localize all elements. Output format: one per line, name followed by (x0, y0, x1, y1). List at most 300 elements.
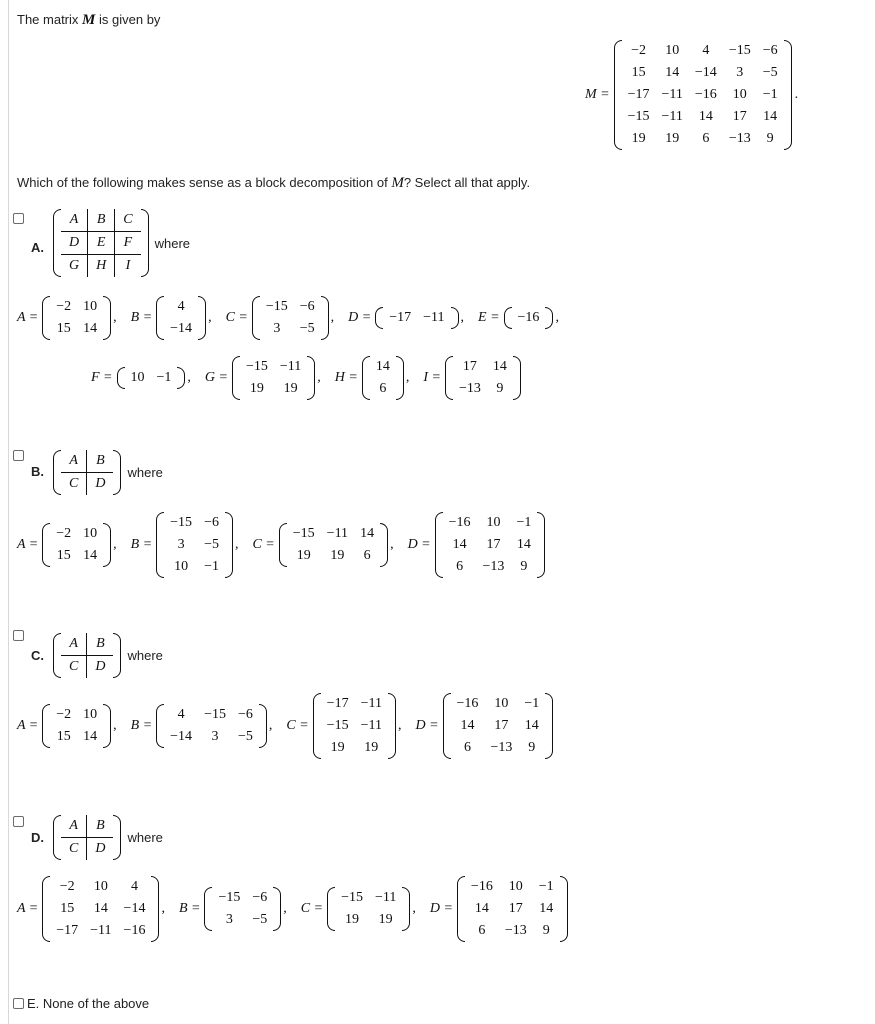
option-b-checkbox[interactable] (13, 450, 24, 461)
matrix-entry: 10 (174, 559, 189, 574)
matrix-entry: −17 (389, 310, 412, 325)
b-d-matrix (435, 512, 546, 578)
d-b-matrix (204, 887, 281, 931)
matrix-m-period: . (794, 87, 799, 102)
option-d-where: where (127, 830, 163, 845)
matrix-entry: 14 (698, 109, 713, 124)
matrix-entry: −14 (170, 321, 193, 336)
matrix-row (335, 909, 402, 931)
c-c-matrix (313, 693, 396, 759)
matrix-row (321, 693, 388, 715)
matrix-entry: −6 (762, 43, 778, 58)
comma: , (283, 901, 287, 916)
matrix-entry: −11 (360, 696, 382, 711)
a-h-label: H = (334, 370, 358, 385)
matrix-entry: −17 (56, 923, 79, 938)
matrix-entry: −1 (524, 696, 540, 711)
matrix-entry: −15 (627, 109, 650, 124)
matrix-entry: 6 (363, 548, 371, 563)
comma: , (113, 537, 117, 552)
matrix-entry: −5 (237, 729, 253, 744)
option-d-block-table (61, 815, 113, 860)
matrix-entry: −15 (341, 890, 363, 905)
matrix-row (50, 523, 103, 545)
matrix-entry: −11 (90, 923, 112, 938)
c-a-label: A = (17, 718, 39, 733)
matrix-row (212, 909, 273, 931)
matrix-entry: 15 (56, 729, 71, 744)
c-d-matrix (443, 693, 554, 759)
comma: , (268, 718, 273, 733)
matrix-m (614, 40, 792, 150)
option-e[interactable] (13, 996, 149, 1011)
matrix-entry: 14 (360, 526, 375, 541)
option-c-line (17, 693, 553, 759)
matrix-entry: 19 (296, 548, 311, 563)
b-c-label: C = (252, 537, 275, 552)
a-c-matrix (252, 296, 329, 340)
question-m: M (391, 175, 404, 191)
matrix-entry: 19 (378, 912, 393, 927)
a-a-matrix (42, 296, 111, 340)
matrix-entry: −13 (504, 923, 527, 938)
matrix-row (622, 106, 784, 128)
block-cell: I (125, 258, 131, 273)
matrix-row (451, 693, 546, 715)
matrix-entry: −11 (661, 109, 683, 124)
matrix-entry: 10 (494, 696, 509, 711)
matrix-row (453, 356, 513, 378)
matrix-entry: −14 (694, 65, 717, 80)
matrix-row (622, 40, 784, 62)
matrix-row (240, 356, 307, 378)
matrix-entry: −5 (299, 321, 315, 336)
matrix-row (453, 378, 513, 400)
option-c-block[interactable] (53, 633, 163, 678)
option-b-where: where (127, 465, 163, 480)
d-a-matrix (42, 876, 159, 942)
option-a-block-matrix (53, 209, 149, 277)
matrix-entry: −11 (279, 359, 302, 374)
option-c-letter: C. (31, 648, 44, 663)
c-b-matrix (156, 704, 267, 748)
a-a-label: A = (17, 310, 39, 325)
block-cell: D (95, 841, 106, 856)
matrix-entry: 14 (375, 359, 390, 374)
matrix-entry: −16 (517, 310, 540, 325)
matrix-row (370, 356, 396, 378)
matrix-entry: −15 (326, 718, 349, 733)
d-d-label: D = (429, 901, 453, 916)
matrix-entry: −11 (661, 87, 683, 102)
comma: , (460, 310, 465, 325)
matrix-entry: 14 (539, 901, 554, 916)
option-d-block-matrix (53, 815, 121, 860)
matrix-entry: 3 (177, 537, 185, 552)
c-b-label: B = (130, 718, 153, 733)
option-d-block[interactable] (53, 815, 163, 860)
option-c-block-table (61, 633, 113, 678)
block-cell: D (61, 232, 88, 255)
matrix-entry: −2 (56, 299, 72, 314)
matrix-entry: −15 (218, 890, 241, 905)
matrix-row (465, 920, 560, 942)
matrix-entry: −2 (56, 707, 72, 722)
matrix-entry: −13 (482, 559, 505, 574)
matrix-entry: −11 (423, 310, 445, 325)
c-a-matrix (42, 704, 111, 748)
comma: , (113, 310, 117, 325)
matrix-entry: 10 (486, 515, 501, 530)
matrix-entry: 19 (631, 131, 646, 146)
matrix-entry: −15 (292, 526, 315, 541)
matrix-entry: −13 (458, 381, 481, 396)
matrix-entry: 17 (508, 901, 523, 916)
matrix-entry: 14 (492, 359, 507, 374)
matrix-row (622, 128, 784, 150)
d-c-label: C = (300, 901, 324, 916)
matrix-entry: 4 (177, 707, 185, 722)
d-a-label: A = (17, 901, 39, 916)
intro-text (17, 12, 160, 29)
matrix-entry: 9 (496, 381, 504, 396)
block-cell: E (88, 232, 115, 255)
matrix-row (465, 898, 560, 920)
matrix-row (164, 534, 225, 556)
matrix-entry: 10 (93, 879, 108, 894)
question-suffix: ? Select all that apply. (403, 175, 531, 190)
a-h-matrix (362, 356, 404, 400)
matrix-row (164, 318, 198, 340)
option-b-block[interactable] (53, 450, 163, 495)
matrix-entry: −6 (299, 299, 315, 314)
option-e-checkbox[interactable] (13, 998, 24, 1009)
matrix-entry: 14 (460, 718, 475, 733)
matrix-entry: −14 (170, 729, 193, 744)
matrix-entry: 14 (665, 65, 680, 80)
a-g-matrix (232, 356, 315, 400)
matrix-entry: −11 (374, 890, 397, 905)
a-d-label: D = (348, 310, 372, 325)
matrix-entry: −1 (156, 370, 172, 385)
matrix-entry: −17 (627, 87, 650, 102)
intro-prefix: The matrix (17, 12, 79, 27)
matrix-entry: −5 (762, 65, 778, 80)
a-i-label: I = (423, 370, 441, 385)
matrix-entry: 19 (665, 131, 680, 146)
matrix-entry: −15 (204, 707, 226, 722)
intro-m: M (82, 12, 96, 28)
matrix-entry: 10 (83, 526, 98, 541)
matrix-entry: 6 (478, 923, 486, 938)
option-a-block[interactable] (53, 209, 190, 277)
matrix-entry: 10 (508, 879, 523, 894)
matrix-entry: −16 (694, 87, 717, 102)
matrix-entry: 19 (283, 381, 298, 396)
matrix-row (465, 876, 560, 898)
matrix-entry: −16 (448, 515, 471, 530)
matrix-row (370, 378, 396, 400)
matrix-row (50, 726, 103, 748)
comma: , (234, 537, 239, 552)
comma: , (390, 537, 394, 552)
matrix-row (512, 307, 546, 329)
matrix-entry: 10 (732, 87, 747, 102)
matrix-entry: 14 (83, 548, 98, 563)
option-b-letter: B. (31, 464, 44, 479)
matrix-entry: 15 (60, 901, 75, 916)
matrix-row (164, 512, 225, 534)
matrix-entry: 9 (766, 131, 774, 146)
matrix-m-display (585, 40, 798, 150)
matrix-entry: 4 (702, 43, 710, 58)
matrix-entry: 4 (131, 879, 138, 894)
d-d-matrix (457, 876, 568, 942)
matrix-row (260, 296, 321, 318)
block-cell: F (115, 232, 141, 255)
block-cell: A (61, 209, 88, 232)
block-cell: C (61, 838, 87, 861)
matrix-row (260, 318, 321, 340)
b-a-matrix (42, 523, 111, 567)
matrix-row (383, 307, 450, 329)
comma: , (405, 370, 410, 385)
block-cell: B (87, 633, 114, 656)
matrix-row (451, 715, 546, 737)
matrix-entry: 10 (83, 707, 98, 722)
matrix-entry: 17 (462, 359, 477, 374)
matrix-entry: 3 (273, 321, 281, 336)
block-cell: C (61, 473, 87, 496)
matrix-entry: 14 (83, 321, 98, 336)
a-f-label: F = (91, 370, 113, 385)
a-d-matrix (375, 307, 458, 329)
matrix-row (50, 545, 103, 567)
matrix-entry: −14 (123, 901, 146, 916)
block-cell: B (88, 209, 115, 232)
option-d-line (17, 876, 568, 942)
matrix-entry: −15 (245, 359, 268, 374)
matrix-row (443, 556, 538, 578)
matrix-entry: 17 (486, 537, 501, 552)
matrix-entry: −15 (265, 299, 288, 314)
block-cell: D (95, 659, 106, 674)
matrix-entry: 6 (702, 131, 710, 146)
a-f-matrix (117, 367, 186, 389)
matrix-entry: 6 (379, 381, 387, 396)
matrix-entry: −15 (728, 43, 751, 58)
matrix-entry: 19 (364, 740, 379, 755)
matrix-row (443, 534, 538, 556)
matrix-entry: 3 (736, 65, 744, 80)
comma: , (330, 310, 335, 325)
intro-suffix: is given by (99, 12, 161, 27)
matrix-entry: 10 (83, 299, 98, 314)
d-c-matrix (327, 887, 410, 931)
matrix-entry: 19 (330, 740, 345, 755)
matrix-row (622, 84, 784, 106)
b-c-matrix (279, 523, 388, 567)
matrix-entry: −6 (204, 515, 219, 530)
matrix-entry: −16 (470, 879, 493, 894)
comma: , (397, 718, 402, 733)
matrix-entry: 3 (211, 729, 219, 744)
matrix-entry: −5 (204, 537, 219, 552)
b-b-matrix (156, 512, 233, 578)
comma: , (187, 370, 191, 385)
block-cell: A (61, 633, 87, 656)
matrix-entry: −2 (631, 43, 647, 58)
option-c-block-matrix (53, 633, 121, 678)
matrix-entry: 14 (763, 109, 778, 124)
comma: , (412, 901, 416, 916)
matrix-entry: 9 (542, 923, 550, 938)
matrix-entry: −5 (252, 912, 268, 927)
a-b-label: B = (130, 310, 153, 325)
option-a-checkbox[interactable] (13, 213, 24, 224)
matrix-entry: 14 (83, 729, 98, 744)
matrix-entry: 14 (93, 901, 108, 916)
a-e-label: E = (478, 310, 500, 325)
matrix-row (50, 704, 103, 726)
option-b-block-table (61, 450, 113, 495)
matrix-row (164, 726, 259, 748)
option-a-where: where (154, 235, 191, 251)
matrix-row (287, 523, 380, 545)
a-b-matrix (156, 296, 206, 340)
block-cell: B (87, 815, 114, 838)
matrix-entry: 14 (474, 901, 489, 916)
matrix-entry: −11 (360, 718, 382, 733)
matrix-entry: −11 (326, 526, 349, 541)
matrix-entry: 6 (456, 559, 464, 574)
matrix-row (287, 545, 380, 567)
comma: , (317, 370, 321, 385)
matrix-m-label: M = (585, 87, 610, 102)
matrix-entry: −6 (237, 707, 253, 722)
block-cell: C (115, 209, 141, 232)
matrix-entry: 19 (249, 381, 264, 396)
matrix-entry: 9 (520, 559, 528, 574)
matrix-entry: 6 (463, 740, 471, 755)
matrix-row (451, 737, 546, 759)
matrix-entry: −1 (762, 87, 778, 102)
matrix-entry: −16 (123, 923, 146, 938)
option-c-where: where (127, 648, 163, 663)
option-a-block-table (61, 209, 141, 277)
matrix-row (335, 887, 402, 909)
matrix-row (164, 556, 225, 578)
matrix-entry: −17 (326, 696, 349, 711)
block-cell: A (61, 815, 87, 838)
block-cell: A (61, 450, 87, 473)
matrix-entry: −13 (490, 740, 513, 755)
matrix-row (50, 296, 103, 318)
matrix-entry: −2 (59, 879, 75, 894)
option-e-label: E. None of the above (27, 996, 150, 1011)
matrix-row (321, 715, 388, 737)
matrix-entry: −13 (728, 131, 751, 146)
matrix-row (622, 62, 784, 84)
comma: , (555, 310, 559, 325)
matrix-entry: −6 (252, 890, 268, 905)
block-cell: D (95, 476, 106, 491)
matrix-entry: 4 (177, 299, 185, 314)
option-c-checkbox[interactable] (13, 630, 24, 641)
c-d-label: D = (415, 718, 439, 733)
matrix-row (321, 737, 388, 759)
matrix-row (443, 512, 538, 534)
matrix-row (212, 887, 273, 909)
comma: , (113, 718, 117, 733)
b-b-label: B = (130, 537, 153, 552)
matrix-row (164, 704, 259, 726)
matrix-entry: 10 (665, 43, 680, 58)
matrix-entry: 15 (56, 548, 71, 563)
matrix-entry: −2 (56, 526, 72, 541)
matrix-entry: 14 (452, 537, 467, 552)
block-cell: H (88, 255, 115, 278)
matrix-entry: −1 (538, 879, 554, 894)
matrix-row (50, 876, 151, 898)
a-e-matrix (504, 307, 554, 329)
option-a-letter: A. (31, 240, 44, 255)
d-b-label: B = (178, 901, 201, 916)
b-d-label: D = (407, 537, 431, 552)
option-b-block-matrix (53, 450, 121, 495)
matrix-entry: −1 (516, 515, 532, 530)
b-a-label: A = (17, 537, 39, 552)
matrix-entry: 14 (524, 718, 539, 733)
matrix-entry: 3 (225, 912, 233, 927)
block-cell: C (61, 656, 87, 679)
block-cell: B (87, 450, 114, 473)
a-g-label: G = (204, 370, 228, 385)
option-d-letter: D. (31, 830, 44, 845)
a-i-matrix (445, 356, 521, 400)
question-text (17, 175, 530, 192)
matrix-row (50, 920, 151, 942)
matrix-row (50, 898, 151, 920)
matrix-entry: −15 (170, 515, 193, 530)
matrix-row (125, 367, 178, 389)
matrix-entry: 19 (330, 548, 345, 563)
option-b-line (17, 512, 545, 578)
matrix-entry: 17 (494, 718, 509, 733)
matrix-entry: 19 (345, 912, 360, 927)
a-c-label: C = (225, 310, 248, 325)
question-prefix: Which of the following makes sense as a block decomposition of (17, 175, 388, 190)
option-a-line2 (91, 356, 521, 400)
comma: , (208, 310, 212, 325)
comma: , (161, 901, 165, 916)
matrix-entry: −16 (456, 696, 479, 711)
matrix-entry: 15 (631, 65, 646, 80)
matrix-entry: 9 (528, 740, 536, 755)
matrix-entry: −1 (204, 559, 219, 574)
matrix-entry: 14 (516, 537, 531, 552)
matrix-row (164, 296, 198, 318)
matrix-row (50, 318, 103, 340)
block-cell: G (61, 255, 88, 278)
option-d-checkbox[interactable] (13, 816, 24, 827)
matrix-entry: 10 (130, 370, 145, 385)
matrix-entry: 15 (56, 321, 71, 336)
option-a-line1 (17, 296, 573, 340)
matrix-entry: 17 (732, 109, 747, 124)
c-c-label: C = (286, 718, 309, 733)
matrix-row (240, 378, 307, 400)
